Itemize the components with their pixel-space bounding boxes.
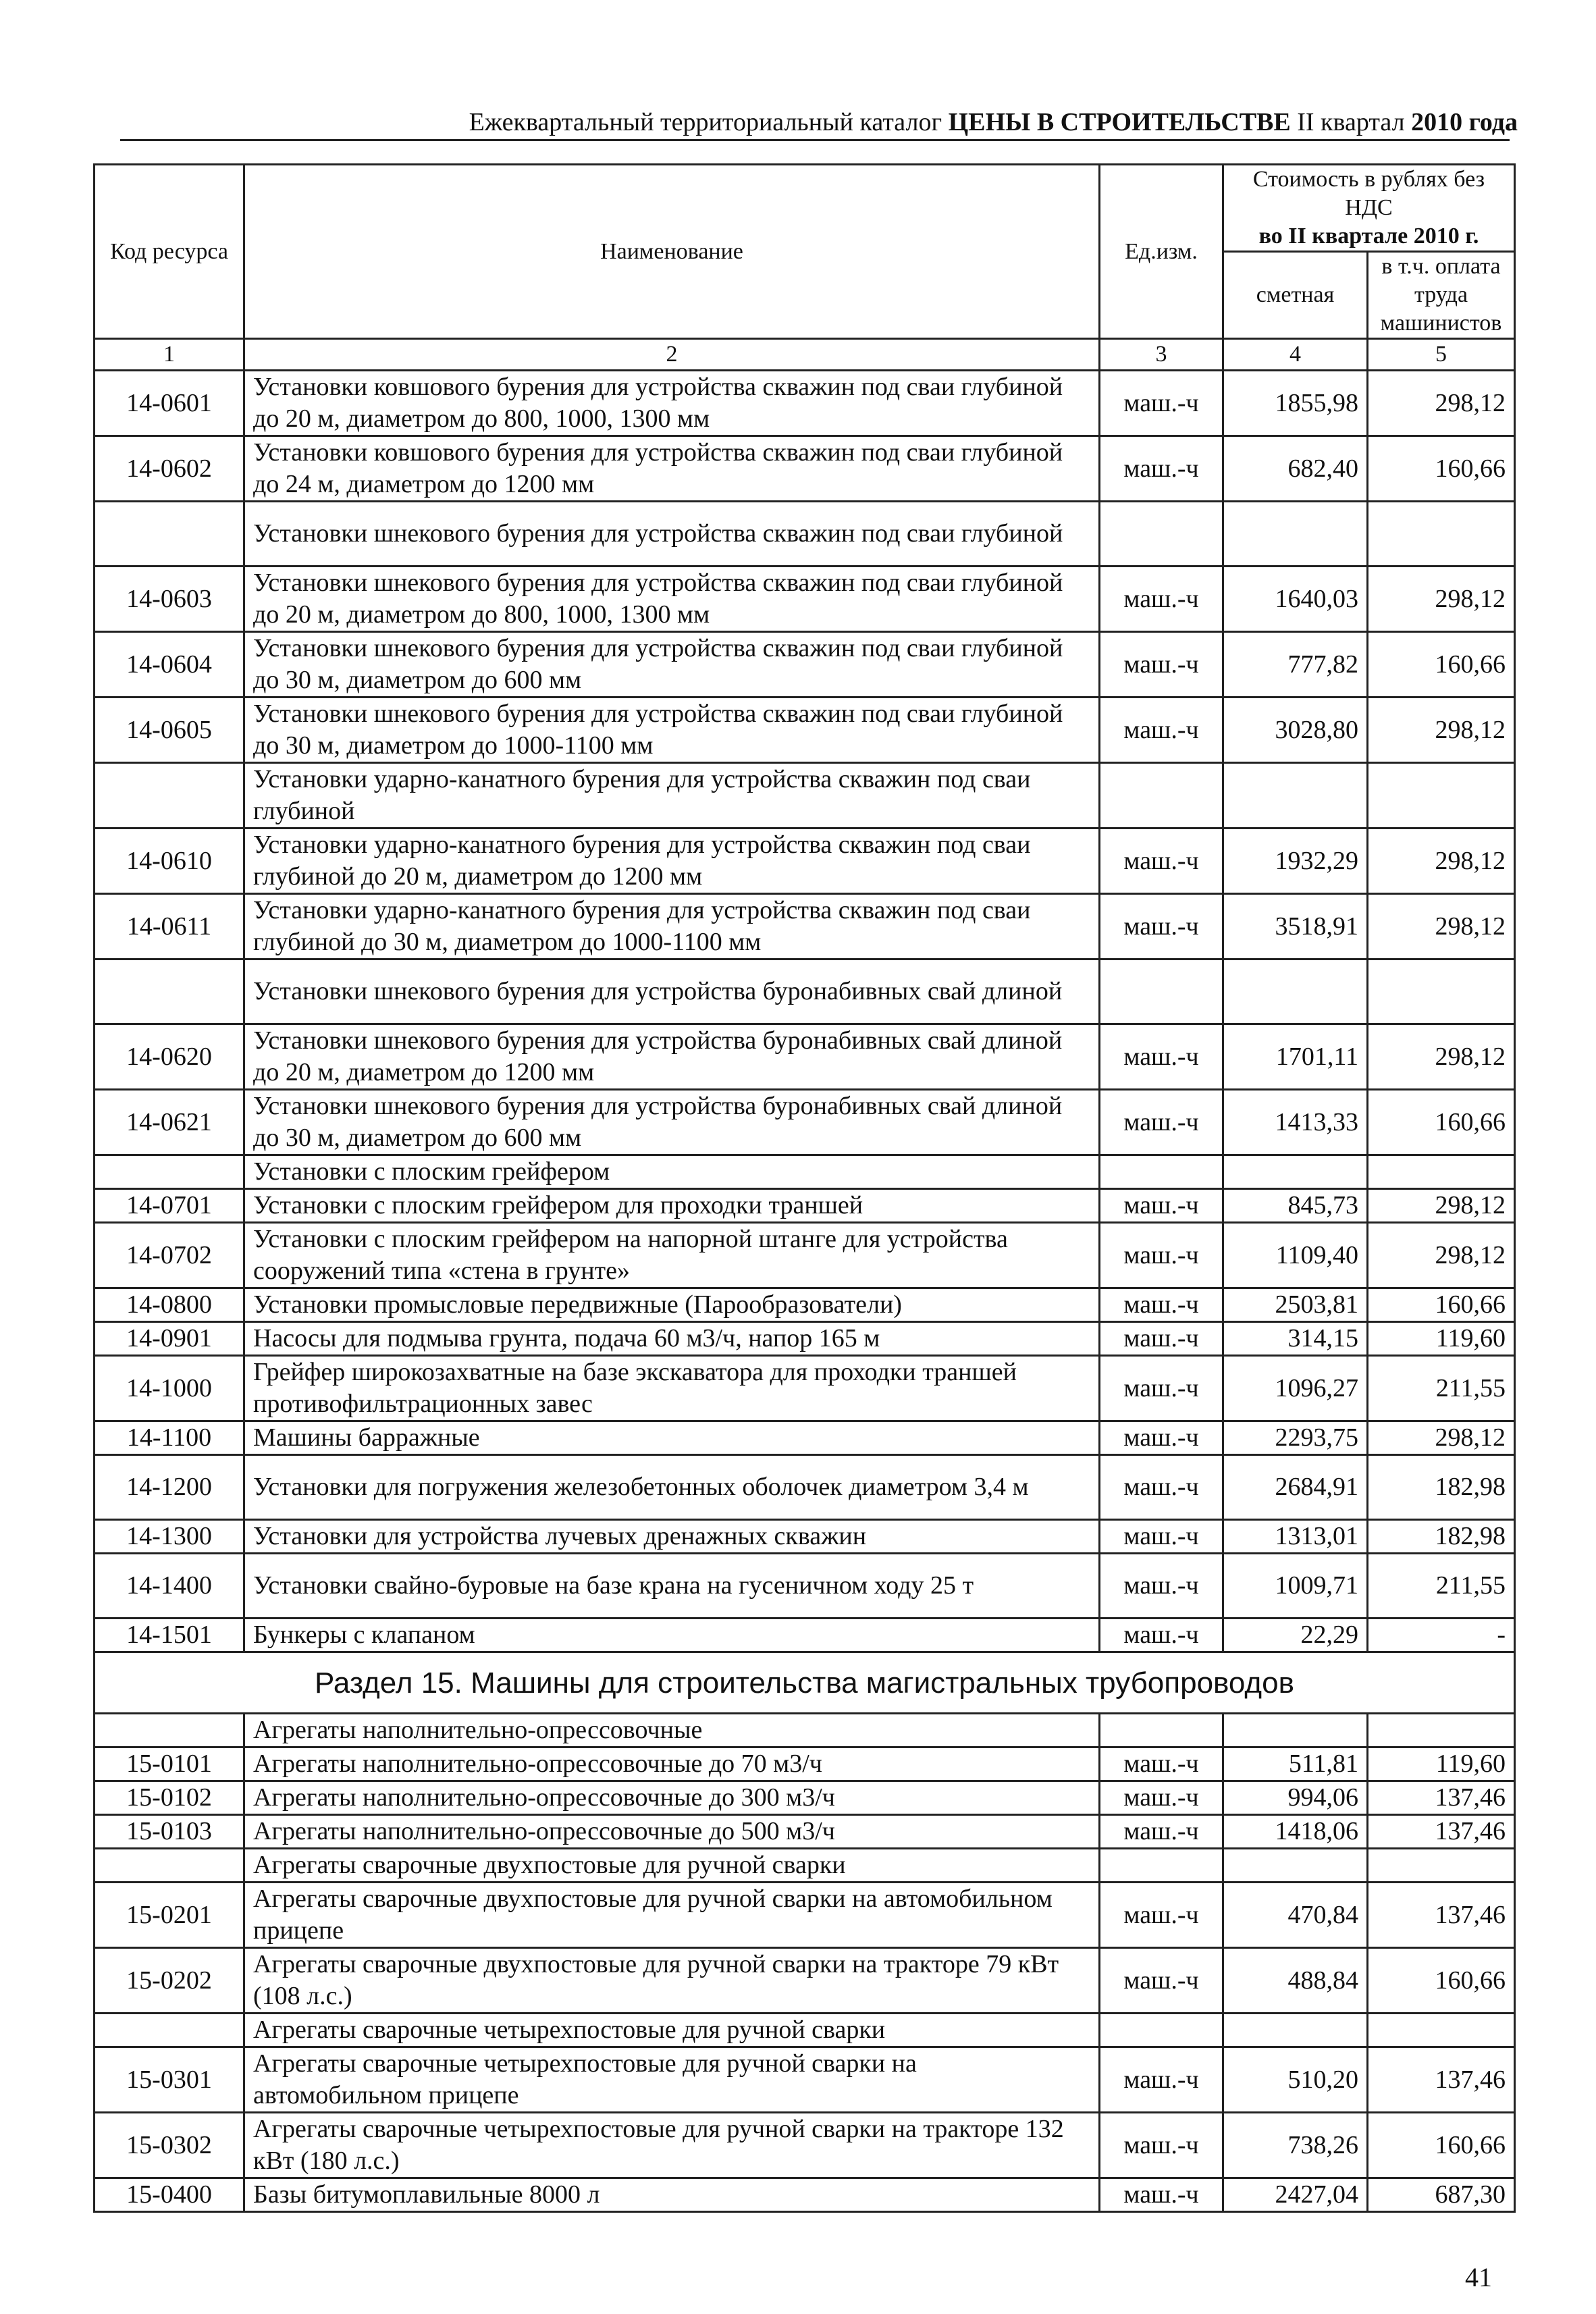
resource-code: 14-1501: [95, 1619, 244, 1652]
table-row: [95, 567, 1515, 632]
resource-name: Установки шнекового бурения для устройства скважин под сваи глубиной до 30 м, диаметром до 600 мм: [244, 632, 1100, 698]
table-row: [95, 1090, 1515, 1155]
wage-cost: 160,66: [1368, 1288, 1515, 1322]
resource-name: Машины барражные: [244, 1421, 1100, 1455]
wage-cost: 137,46: [1368, 1815, 1515, 1849]
wage-cost: 298,12: [1368, 567, 1515, 632]
estimate-cost: 1009,71: [1223, 1554, 1368, 1619]
column-number: 5: [1368, 339, 1515, 371]
table-row: [95, 894, 1515, 959]
resource-code: 14-0604: [95, 632, 244, 698]
estimate-cost: 1932,29: [1223, 829, 1368, 894]
estimate-cost: 510,20: [1223, 2047, 1368, 2113]
resource-code: 15-0103: [95, 1815, 244, 1849]
resource-code: [95, 1714, 244, 1747]
resource-name: Установки с плоским грейфером: [244, 1155, 1100, 1189]
resource-name: Агрегаты наполнительно-опрессовочные до 70 м3/ч: [244, 1747, 1100, 1781]
estimate-cost: [1223, 1714, 1368, 1747]
resource-unit: [1100, 1714, 1223, 1747]
header-estimate: сметная: [1223, 252, 1368, 339]
wage-cost: 182,98: [1368, 1520, 1515, 1554]
resource-code: 15-0101: [95, 1747, 244, 1781]
resource-code: 15-0302: [95, 2113, 244, 2178]
resource-code: [95, 1155, 244, 1189]
table-row: [95, 632, 1515, 698]
resource-unit: маш.-ч: [1100, 1024, 1223, 1090]
table-row: [95, 829, 1515, 894]
resource-code: 15-0102: [95, 1781, 244, 1815]
wage-cost: 298,12: [1368, 894, 1515, 959]
resource-code: 15-0301: [95, 2047, 244, 2113]
header-prefix: Ежеквартальный территориальный каталог: [469, 108, 942, 136]
resource-unit: маш.-ч: [1100, 1223, 1223, 1288]
resource-unit: маш.-ч: [1100, 698, 1223, 763]
estimate-cost: 1096,27: [1223, 1356, 1368, 1421]
header-cost-title: Стоимость в рублях без НДС: [1252, 167, 1485, 220]
column-number-row: [95, 339, 1515, 371]
resource-name: Установки шнекового бурения для устройства скважин под сваи глубиной до 30 м, диаметром до 1000-1100 мм: [244, 698, 1100, 763]
wage-cost: 119,60: [1368, 1322, 1515, 1356]
header-wage: в т.ч. оплата труда машинистов: [1368, 252, 1515, 339]
resource-unit: [1100, 2014, 1223, 2047]
resource-name: Агрегаты сварочные четырехпостовые для ручной сварки: [244, 2014, 1100, 2047]
resource-unit: маш.-ч: [1100, 1520, 1223, 1554]
table-row: [95, 1815, 1515, 1849]
resource-name: Агрегаты сварочные двухпостовые для ручной сварки на тракторе 79 кВт (108 л.с.): [244, 1948, 1100, 2014]
page-number: 41: [1465, 2262, 1492, 2292]
wage-cost: 211,55: [1368, 1356, 1515, 1421]
resource-unit: [1100, 959, 1223, 1024]
estimate-cost: 738,26: [1223, 2113, 1368, 2178]
estimate-cost: 488,84: [1223, 1948, 1368, 2014]
resource-code: [95, 502, 244, 567]
resource-code: [95, 959, 244, 1024]
resource-code: [95, 1849, 244, 1883]
wage-cost: 119,60: [1368, 1747, 1515, 1781]
estimate-cost: 994,06: [1223, 1781, 1368, 1815]
wage-cost: 160,66: [1368, 1090, 1515, 1155]
estimate-cost: 1109,40: [1223, 1223, 1368, 1288]
wage-cost: [1368, 1849, 1515, 1883]
estimate-cost: 511,81: [1223, 1747, 1368, 1781]
resource-unit: маш.-ч: [1100, 1356, 1223, 1421]
estimate-cost: [1223, 1155, 1368, 1189]
estimate-cost: 1701,11: [1223, 1024, 1368, 1090]
table-group-row: [95, 2014, 1515, 2047]
estimate-cost: 1855,98: [1223, 371, 1368, 436]
resource-name: Установки ковшового бурения для устройства скважин под сваи глубиной до 20 м, диаметром до 800, 1000, 1300 мм: [244, 371, 1100, 436]
estimate-cost: 2503,81: [1223, 1288, 1368, 1322]
table-row: [95, 371, 1515, 436]
wage-cost: 298,12: [1368, 698, 1515, 763]
resource-code: 15-0400: [95, 2178, 244, 2212]
table-row: [95, 2178, 1515, 2212]
estimate-cost: [1223, 1849, 1368, 1883]
resource-name: Агрегаты наполнительно-опрессовочные до 500 м3/ч: [244, 1815, 1100, 1849]
resource-code: [95, 763, 244, 829]
header-cost-period: во II квартале 2010 г.: [1258, 223, 1479, 248]
resource-name: Агрегаты сварочные четырехпостовые для ручной сварки на автомобильном прицепе: [244, 2047, 1100, 2113]
estimate-cost: 1413,33: [1223, 1090, 1368, 1155]
wage-cost: 137,46: [1368, 1883, 1515, 1948]
table-row: [95, 2113, 1515, 2178]
estimate-cost: 777,82: [1223, 632, 1368, 698]
wage-cost: [1368, 959, 1515, 1024]
wage-cost: 687,30: [1368, 2178, 1515, 2212]
resource-code: 15-0201: [95, 1883, 244, 1948]
estimate-cost: 1313,01: [1223, 1520, 1368, 1554]
estimate-cost: 1640,03: [1223, 567, 1368, 632]
resource-code: 14-0603: [95, 567, 244, 632]
estimate-cost: 3028,80: [1223, 698, 1368, 763]
estimate-cost: 314,15: [1223, 1322, 1368, 1356]
resource-unit: маш.-ч: [1100, 2047, 1223, 2113]
estimate-cost: 1418,06: [1223, 1815, 1368, 1849]
resource-name: Агрегаты сварочные четырехпостовые для ручной сварки на тракторе 132 кВт (180 л.с.): [244, 2113, 1100, 2178]
resource-code: 14-0901: [95, 1322, 244, 1356]
resource-name: Установки свайно-буровые на базе крана на гусеничном ходу 25 т: [244, 1554, 1100, 1619]
resource-name: Установки шнекового бурения для устройства буронабивных свай длиной до 20 м, диаметром до 1200 мм: [244, 1024, 1100, 1090]
resource-name: Установки шнекового бурения для устройства скважин под сваи глубиной до 20 м, диаметром до 800, 1000, 1300 мм: [244, 567, 1100, 632]
resource-unit: маш.-ч: [1100, 567, 1223, 632]
table-group-row: [95, 502, 1515, 567]
resource-unit: [1100, 763, 1223, 829]
price-table: [93, 163, 1516, 2213]
estimate-cost: 682,40: [1223, 436, 1368, 502]
wage-cost: [1368, 502, 1515, 567]
header-title: ЦЕНЫ В СТРОИТЕЛЬСТВЕ: [948, 108, 1291, 136]
resource-unit: маш.-ч: [1100, 436, 1223, 502]
section-title-row: [95, 1652, 1515, 1714]
table-row: [95, 1189, 1515, 1223]
estimate-cost: 22,29: [1223, 1619, 1368, 1652]
wage-cost: 211,55: [1368, 1554, 1515, 1619]
wage-cost: 298,12: [1368, 371, 1515, 436]
section-title: Раздел 15. Машины для строительства магистральных трубопроводов: [95, 1652, 1515, 1714]
resource-unit: маш.-ч: [1100, 1189, 1223, 1223]
resource-name: Установки шнекового бурения для устройства буронабивных свай длиной до 30 м, диаметром до 600 мм: [244, 1090, 1100, 1155]
wage-cost: 137,46: [1368, 2047, 1515, 2113]
wage-cost: 160,66: [1368, 632, 1515, 698]
estimate-cost: [1223, 763, 1368, 829]
resource-name: Агрегаты сварочные двухпостовые для ручной сварки: [244, 1849, 1100, 1883]
table-row: [95, 1883, 1515, 1948]
resource-name: Базы битумоплавильные 8000 л: [244, 2178, 1100, 2212]
table-row: [95, 1223, 1515, 1288]
wage-cost: 298,12: [1368, 1421, 1515, 1455]
resource-unit: маш.-ч: [1100, 1619, 1223, 1652]
resource-code: 14-0602: [95, 436, 244, 502]
header-quarter: II квартал: [1297, 108, 1405, 136]
resource-unit: маш.-ч: [1100, 1948, 1223, 2014]
resource-unit: маш.-ч: [1100, 1747, 1223, 1781]
resource-unit: маш.-ч: [1100, 2178, 1223, 2212]
wage-cost: 298,12: [1368, 829, 1515, 894]
resource-code: 14-0621: [95, 1090, 244, 1155]
table-row: [95, 1455, 1515, 1520]
resource-code: 14-0610: [95, 829, 244, 894]
wage-cost: [1368, 1714, 1515, 1747]
table-row: [95, 1781, 1515, 1815]
header-divider: [120, 139, 1510, 141]
resource-unit: маш.-ч: [1100, 1781, 1223, 1815]
estimate-cost: [1223, 502, 1368, 567]
resource-unit: маш.-ч: [1100, 371, 1223, 436]
header-name: Наименование: [244, 165, 1100, 339]
resource-name: Агрегаты наполнительно-опрессовочные до 300 м3/ч: [244, 1781, 1100, 1815]
resource-name: Установки ударно-канатного бурения для устройства скважин под сваи глубиной: [244, 763, 1100, 829]
table-row: [95, 1619, 1515, 1652]
resource-code: 14-0601: [95, 371, 244, 436]
wage-cost: 298,12: [1368, 1189, 1515, 1223]
estimate-cost: 2293,75: [1223, 1421, 1368, 1455]
resource-unit: маш.-ч: [1100, 1421, 1223, 1455]
resource-code: 14-1000: [95, 1356, 244, 1421]
resource-unit: маш.-ч: [1100, 1090, 1223, 1155]
resource-code: 14-0702: [95, 1223, 244, 1288]
column-number: 3: [1100, 339, 1223, 371]
table-row: [95, 1747, 1515, 1781]
resource-name: Установки ковшового бурения для устройства скважин под сваи глубиной до 24 м, диаметром до 1200 мм: [244, 436, 1100, 502]
estimate-cost: [1223, 959, 1368, 1024]
resource-unit: маш.-ч: [1100, 829, 1223, 894]
estimate-cost: 2684,91: [1223, 1455, 1368, 1520]
resource-unit: [1100, 1849, 1223, 1883]
header-unit: Ед.изм.: [1100, 165, 1223, 339]
estimate-cost: 845,73: [1223, 1189, 1368, 1223]
section-14-rows: [95, 371, 1515, 1652]
table-row: [95, 1322, 1515, 1356]
table-row: [95, 2047, 1515, 2113]
resource-code: 14-1400: [95, 1554, 244, 1619]
resource-name: Грейфер широкозахватные на базе экскаватора для проходки траншей противофильтрационных завес: [244, 1356, 1100, 1421]
resource-unit: маш.-ч: [1100, 2113, 1223, 2178]
resource-code: 15-0202: [95, 1948, 244, 2014]
header-year: 2010 года: [1411, 108, 1518, 136]
estimate-cost: 3518,91: [1223, 894, 1368, 959]
resource-name: Установки шнекового бурения для устройства скважин под сваи глубиной: [244, 502, 1100, 567]
table-group-row: [95, 1155, 1515, 1189]
wage-cost: 182,98: [1368, 1455, 1515, 1520]
resource-unit: маш.-ч: [1100, 894, 1223, 959]
resource-code: 14-0605: [95, 698, 244, 763]
resource-unit: маш.-ч: [1100, 1815, 1223, 1849]
column-number: 2: [244, 339, 1100, 371]
resource-name: Установки для устройства лучевых дренажных скважин: [244, 1520, 1100, 1554]
resource-unit: маш.-ч: [1100, 1288, 1223, 1322]
resource-code: 14-0611: [95, 894, 244, 959]
header-code: Код ресурса: [95, 165, 244, 339]
wage-cost: 298,12: [1368, 1223, 1515, 1288]
table-row: [95, 1024, 1515, 1090]
resource-code: [95, 2014, 244, 2047]
table-row: [95, 1421, 1515, 1455]
resource-unit: [1100, 502, 1223, 567]
wage-cost: 160,66: [1368, 1948, 1515, 2014]
resource-unit: маш.-ч: [1100, 632, 1223, 698]
wage-cost: 160,66: [1368, 2113, 1515, 2178]
resource-unit: [1100, 1155, 1223, 1189]
column-number: 4: [1223, 339, 1368, 371]
estimate-cost: [1223, 2014, 1368, 2047]
table-row: [95, 1288, 1515, 1322]
resource-code: 14-1300: [95, 1520, 244, 1554]
table-group-row: [95, 763, 1515, 829]
section-15-rows: [95, 1714, 1515, 2212]
resource-unit: маш.-ч: [1100, 1554, 1223, 1619]
resource-name: Бункеры с клапаном: [244, 1619, 1100, 1652]
table-row: [95, 1554, 1515, 1619]
estimate-cost: 2427,04: [1223, 2178, 1368, 2212]
resource-name: Установки для погружения железобетонных оболочек диаметром 3,4 м: [244, 1455, 1100, 1520]
resource-code: 14-1100: [95, 1421, 244, 1455]
wage-cost: 298,12: [1368, 1024, 1515, 1090]
wage-cost: -: [1368, 1619, 1515, 1652]
resource-code: 14-0800: [95, 1288, 244, 1322]
resource-name: Агрегаты сварочные двухпостовые для ручной сварки на автомобильном прицепе: [244, 1883, 1100, 1948]
wage-cost: 160,66: [1368, 436, 1515, 502]
wage-cost: [1368, 763, 1515, 829]
resource-name: Установки шнекового бурения для устройства буронабивных свай длиной: [244, 959, 1100, 1024]
page-header: [120, 103, 1518, 142]
resource-code: 14-0701: [95, 1189, 244, 1223]
table-row: [95, 1948, 1515, 2014]
estimate-cost: 470,84: [1223, 1883, 1368, 1948]
resource-name: Агрегаты наполнительно-опрессовочные: [244, 1714, 1100, 1747]
table-row: [95, 436, 1515, 502]
resource-code: 14-1200: [95, 1455, 244, 1520]
resource-name: Установки с плоским грейфером на напорной штанге для устройства сооружений типа «стена в грунте»: [244, 1223, 1100, 1288]
wage-cost: [1368, 1155, 1515, 1189]
resource-name: Установки ударно-канатного бурения для устройства скважин под сваи глубиной до 30 м, диаметром до 1000-1100 мм: [244, 894, 1100, 959]
resource-unit: маш.-ч: [1100, 1883, 1223, 1948]
table-group-row: [95, 959, 1515, 1024]
wage-cost: 137,46: [1368, 1781, 1515, 1815]
table-row: [95, 698, 1515, 763]
wage-cost: [1368, 2014, 1515, 2047]
resource-name: Насосы для подмыва грунта, подача 60 м3/ч, напор 165 м: [244, 1322, 1100, 1356]
resource-name: Установки ударно-канатного бурения для устройства скважин под сваи глубиной до 20 м, диаметром до 1200 мм: [244, 829, 1100, 894]
table-row: [95, 1356, 1515, 1421]
column-number: 1: [95, 339, 244, 371]
resource-unit: маш.-ч: [1100, 1455, 1223, 1520]
resource-name: Установки промысловые передвижные (Парообразователи): [244, 1288, 1100, 1322]
table-group-row: [95, 1849, 1515, 1883]
resource-unit: маш.-ч: [1100, 1322, 1223, 1356]
table-row: [95, 1520, 1515, 1554]
resource-code: 14-0620: [95, 1024, 244, 1090]
header-cost-group: [1223, 165, 1515, 252]
resource-name: Установки с плоским грейфером для проходки траншей: [244, 1189, 1100, 1223]
table-group-row: [95, 1714, 1515, 1747]
